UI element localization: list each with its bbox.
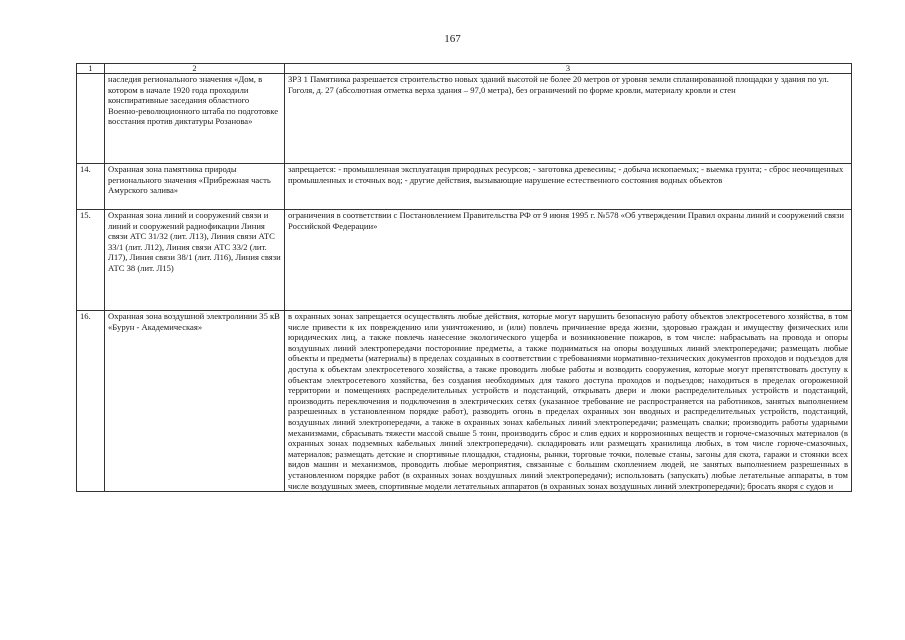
zone-restrictions: запрещается: - промышленная эксплуатация природных ресурсов; - заготовка древесины; - добыча ископаемых; - выемка грунта; - сброс неочищенных промышленных и сточных вод; - другие действия, вызывающие нарушение естественного состояния водных объектов [285,164,852,210]
zone-restrictions: ЗРЗ 1 Памятника разрешается строительство новых зданий высотой не более 20 метров от уровня земли спланированной площадки у здания по ул. Гоголя, д. 27 (абсолютная отметка верха здания – 97,0 метра), без ограничений по форме кровли, материалу кровли и стен [285,74,852,164]
row-number: 16. [77,311,105,492]
table-row [77,74,852,164]
zone-name: Охранная зона линий и сооружений связи и линий и сооружений радиофикации Линия связи АТС 31/32 (лит. Л13), Линия связи АТС 33/1 (лит. Л12), Линия связи АТС 33/2 (лит. Л17), Линия связи 38/1 (лит. Л16), Линия связи АТС 38 (лит. Л15) [105,210,285,311]
zone-restrictions: в охранных зонах запрещается осуществлять любые действия, которые могут нарушить безопасную работу объектов электросетевого хозяйства, в том числе привести к их повреждению или уничтожению, и (или) повлечь причинение вреда жизни, здоровью граждан и имуществу физических или юридических лиц, а также повлечь нанесение экологического ущерба и возникновение пожаров, в том числе: набрасывать на провода и опоры воздушных линий электропередачи посторонние предметы, а также подниматься на опоры воздушных линий электропередачи; размещать любые объекты и предметы (материалы) в пределах созданных в соответствии с требованиями нормативно-технических документов проходов и подъездов для доступа к объектам электросетевого хозяйства, а также проводить любые работы и возводить сооружения, которые могут препятствовать доступу к объектам электросетевого хозяйства, без создания необходимых для такого доступа проходов и подъездов; находиться в пределах огороженной территории и помещениях распределительных устройств и подстанций, открывать двери и люки распределительных устройств и подстанций, производить переключения и подключения в электрических сетях (указанное требование не распространяется на работников, занятых выполнением разрешенных в установленном порядке работ), разводить огонь в пределах охранных зон вводных и распределительных устройств, подстанций, воздушных линий электропередачи, а также в охранных зонах кабельных линий электропередачи; размещать свалки; производить работы ударными механизмами, сбрасывать тяжести массой свыше 5 тонн, производить сброс и слив едких и коррозионных веществ и горюче-смазочных материалов (в охранных зонах подземных кабельных линий электропередачи). складировать или размещать хранилища любых, в том числе горюче-смазочных, материалов; размещать детские и спортивные площадки, стадионы, рынки, торговые точки, полевые станы, загоны для скота, гаражи и стоянки всех видов машин и механизмов, проводить любые мероприятия, связанные с большим скоплением людей, не занятых выполнением разрешенных в установленном порядке работ (в охранных зонах воздушных линий электропередачи); использовать (запускать) любые летательные аппараты, в том числе воздушных змеев, спортивные модели летательных аппаратов (в охранных зонах воздушных линий электропередачи); бросать якоря с судов и [285,311,852,492]
zone-name: Охранная зона воздушной электролинии 35 кВ «Бурун - Академическая» [105,311,285,492]
row-number: 14. [77,164,105,210]
column-header-2: 2 [105,64,285,74]
row-number: 15. [77,210,105,311]
table-row [77,210,852,311]
column-header-1: 1 [77,64,105,74]
table-row [77,311,852,492]
zone-restrictions: ограничения в соответствии с Постановлением Правительства РФ от 9 июня 1995 г. №578 «Об утверждении Правил охраны линий и сооружений связи Российской Федерации» [285,210,852,311]
table-row [77,164,852,210]
zones-table [76,63,852,492]
page-number: 167 [444,33,461,45]
table-header-row [77,64,852,74]
column-header-3: 3 [285,64,852,74]
zone-name: Охранная зона памятника природы регионального значения «Прибрежная часть Амурского залива» [105,164,285,210]
zone-name: наследия регионального значения «Дом, в котором в начале 1920 года проходили конспиративные заседания областного Военно-революционного штаба по подготовке восстания против диктатуры Розанова» [105,74,285,164]
row-number [77,74,105,164]
